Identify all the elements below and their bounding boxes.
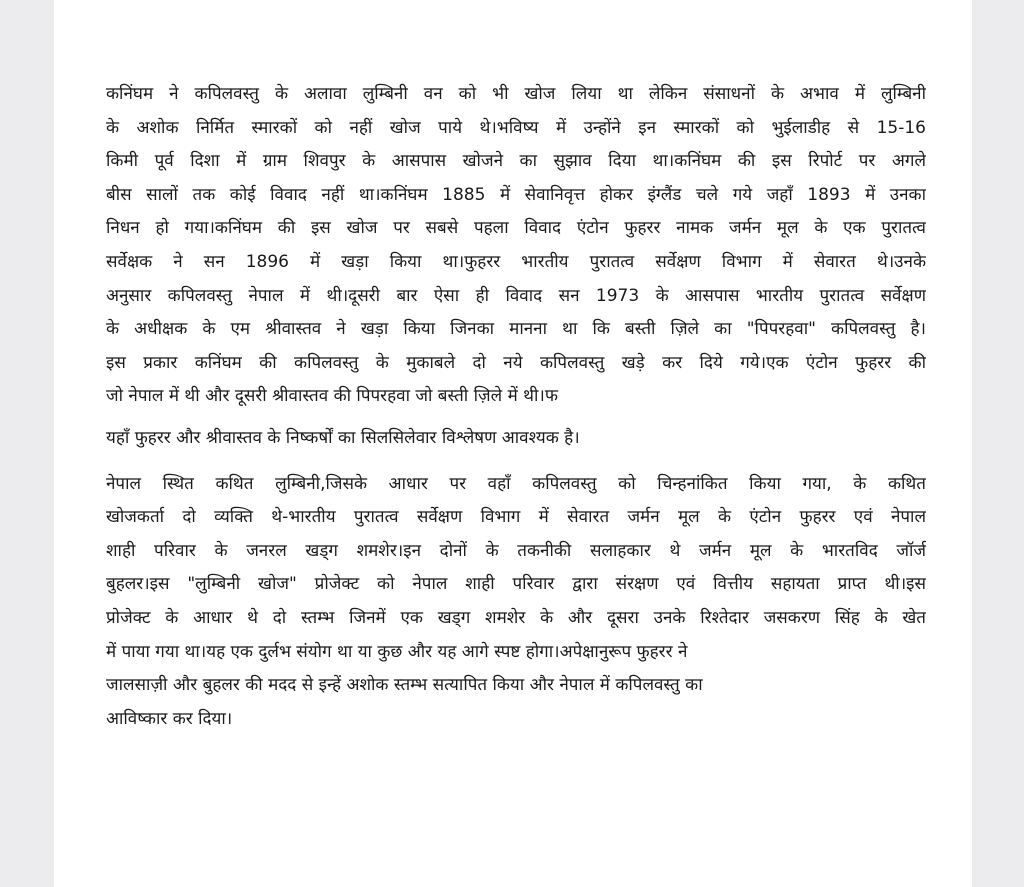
text-line: के अशोक निर्मित स्मारकों को नहीं खोज पाये थे।भविष्य में उन्होंने इन स्मारकों को भुईलाडीह से 15-16 bbox=[106, 117, 926, 138]
text-line: खोजकर्ता दो व्यक्ति थे-भारतीय पुरातत्व सर्वेक्षण विभाग में सेवारत जर्मन मूल के एंटोन फुहरर एवं नेपाल bbox=[106, 507, 926, 528]
text-line: इस प्रकार कनिंघम की कपिलवस्तु के मुकाबले दो नये कपिलवस्तु खड़े कर दिये गये।एक एंटोन फुहरर की bbox=[106, 352, 926, 373]
text-line: प्रोजेक्ट के आधार थे दो स्तम्भ जिनमें एक खड्ग शमशेर के और दूसरा उनके रिश्तेदार जसकरण सिंह के खेत bbox=[106, 607, 926, 628]
text-line: आविष्कार कर दिया। bbox=[106, 708, 233, 729]
text-line: जालसाज़ी और बुहलर की मदद से इन्हें अशोक स्तम्भ सत्यापित किया और नेपाल में कपिलवस्तु का bbox=[106, 675, 703, 696]
text-line: यहाँ फुहरर और श्रीवास्तव के निष्कर्षों का सिलसिलेवार विश्लेषण आवश्यक है। bbox=[106, 427, 580, 448]
text-line: जो नेपाल में थी और दूसरी श्रीवास्तव की पिपरहवा जो बस्ती ज़िले में थी।फ bbox=[106, 386, 558, 407]
text-line: शाही परिवार के जनरल खड्ग शमशेर।इन दोनों के तकनीकी सलाहकार थे जर्मन मूल के भारतविद जॉर्ज bbox=[106, 540, 926, 561]
text-line: में पाया गया था।यह एक दुर्लभ संयोग था या कुछ और यह आगे स्पष्ट होगा।अपेक्षानुरूप फुहरर ने bbox=[106, 641, 688, 662]
text-line: बुहलर।इस "लुम्बिनी खोज" प्रोजेक्ट को नेपाल शाही परिवार द्वारा संरक्षण एवं वित्तीय सहायता प्राप्त थी।इस bbox=[106, 574, 926, 595]
document-body bbox=[106, 78, 926, 736]
text-line: किमी पूर्व दिशा में ग्राम शिवपुर के आसपास खोजने का सुझाव दिया था।कनिंघम की इस रिपोर्ट पर अगले bbox=[106, 151, 926, 172]
paragraph-3 bbox=[106, 468, 926, 737]
document-page bbox=[54, 0, 972, 887]
text-line: के अधीक्षक के एम श्रीवास्तव ने खड़ा किया जिनका मानना था कि बस्ती ज़िले का "पिपरहवा" कपिलवस्तु है। bbox=[106, 319, 926, 340]
text-line: नेपाल स्थित कथित लुम्बिनी,जिसके आधार पर वहाँ कपिलवस्तु को चिन्हनांकित किया गया, के कथित bbox=[106, 473, 926, 494]
paragraph-2 bbox=[106, 422, 926, 456]
text-line: कनिंघम ने कपिलवस्तु के अलावा लुम्बिनी वन को भी खोज लिया था लेकिन संसाधनों के अभाव में लुम्बिनी bbox=[106, 84, 926, 104]
text-line: बीस सालों तक कोई विवाद नहीं था।कनिंघम 1885 में सेवानिवृत्त होकर इंग्लैंड चले गये जहाँ 1893 में उनका bbox=[106, 184, 926, 205]
paragraph-1 bbox=[106, 78, 926, 414]
text-line: निधन हो गया।कनिंघम की इस खोज पर सबसे पहला विवाद एंटोन फुहरर नामक जर्मन मूल के एक पुरातत्व bbox=[106, 218, 926, 239]
text-line: सर्वेक्षक ने सन 1896 में खड़ा किया था।फुहरर भारतीय पुरातत्व सर्वेक्षण विभाग में सेवारत थे।उनके bbox=[106, 251, 926, 272]
text-line: अनुसार कपिलवस्तु नेपाल में थी।दूसरी बार ऐसा ही विवाद सन 1973 के आसपास भारतीय पुरातत्व सर्वेक्षण bbox=[106, 285, 926, 306]
